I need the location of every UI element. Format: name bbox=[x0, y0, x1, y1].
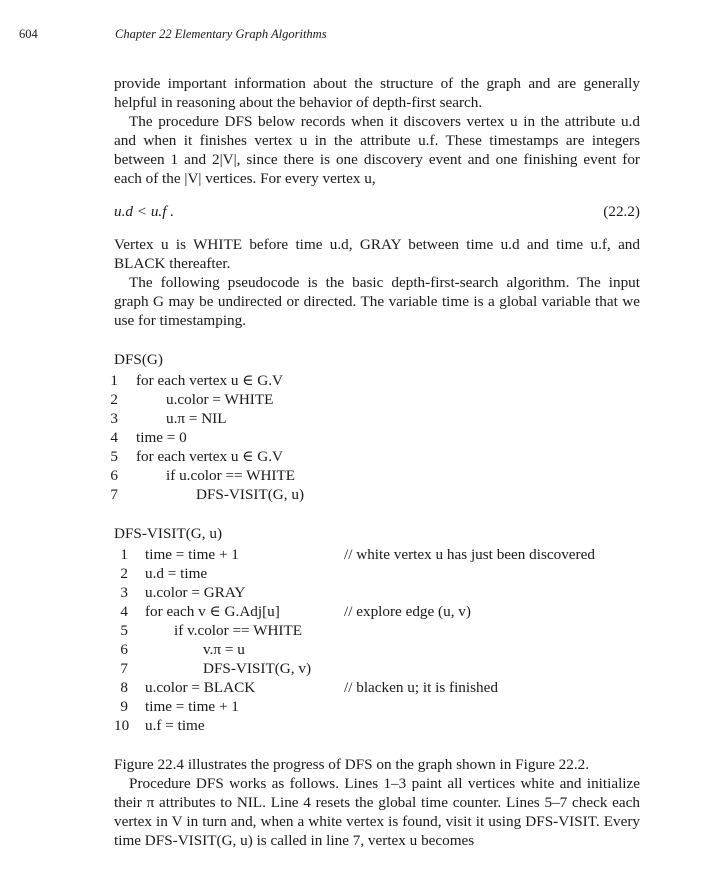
line-number: 7 bbox=[120, 660, 128, 677]
code-text: DFS-VISIT(G, u) bbox=[196, 486, 304, 503]
code-text: for each vertex u ∈ G.V bbox=[136, 372, 284, 389]
code-text: if u.color == WHITE bbox=[166, 467, 296, 484]
code-line bbox=[114, 697, 640, 716]
chapter-title: Chapter 22 Elementary Graph Algorithms bbox=[115, 27, 327, 41]
code-text: u.color = GRAY bbox=[145, 584, 246, 601]
line-number: 6 bbox=[110, 467, 118, 484]
code-text: time = 0 bbox=[136, 429, 187, 446]
dfs-visit-lines bbox=[114, 545, 640, 735]
dfs-visit-title: DFS-VISIT(G, u) bbox=[114, 525, 222, 542]
line-number: 2 bbox=[110, 391, 118, 408]
line-number: 3 bbox=[110, 410, 118, 427]
line-number: 1 bbox=[110, 372, 118, 389]
code-line bbox=[110, 390, 640, 409]
line-number: 7 bbox=[110, 486, 118, 503]
line-number: 4 bbox=[120, 603, 128, 620]
code-text: u.d = time bbox=[145, 565, 208, 582]
line-number: 5 bbox=[120, 622, 128, 639]
line-number: 8 bbox=[120, 679, 128, 696]
line-number: 2 bbox=[120, 565, 128, 582]
paragraph-6: Procedure DFS works as follows. Lines 1–3 paint all vertices white and initialize their π attributes to NIL. Line 4 resets the global time counter. Lines 5–7 check each vertex in V in turn and, when a white vertex is found, visit it using DFS-VISIT. Every time DFS-VISIT(G, u) is called in line 7, vertex u becomes bbox=[114, 775, 640, 849]
paragraph-5: Figure 22.4 illustrates the progress of DFS on the graph shown in Figure 22.2. bbox=[114, 756, 589, 773]
code-text: u.color = BLACK bbox=[145, 679, 256, 696]
code-line bbox=[114, 716, 640, 735]
code-text: time = time + 1 bbox=[145, 546, 239, 563]
code-line bbox=[110, 466, 640, 485]
code-line bbox=[114, 583, 640, 602]
code-line bbox=[110, 428, 640, 447]
line-number: 4 bbox=[110, 429, 118, 446]
code-line bbox=[114, 621, 640, 640]
code-text: DFS-VISIT(G, v) bbox=[203, 660, 311, 677]
paragraph-4: The following pseudocode is the basic depth-first-search algorithm. The input graph G may be undirected or directed. The variable time is a global variable that we use for timestamping. bbox=[114, 274, 640, 329]
line-number: 10 bbox=[114, 717, 130, 734]
running-head bbox=[0, 27, 724, 43]
code-line bbox=[110, 409, 640, 428]
equation-expression: u.d < u.f . bbox=[114, 203, 175, 220]
dfs-lines bbox=[110, 371, 640, 504]
line-number: 1 bbox=[120, 546, 128, 563]
line-number: 3 bbox=[120, 584, 128, 601]
code-line bbox=[114, 659, 640, 678]
code-text: for each vertex u ∈ G.V bbox=[136, 448, 284, 465]
dfs-title: DFS(G) bbox=[114, 351, 163, 368]
equation-number: (22.2) bbox=[603, 203, 640, 220]
code-line bbox=[110, 371, 640, 390]
code-text: u.f = time bbox=[145, 717, 205, 734]
line-number: 6 bbox=[120, 641, 128, 658]
paragraph-1: provide important information about the structure of the graph and are generally helpful in reasoning about the behavior of depth-first search. bbox=[114, 75, 640, 111]
code-line bbox=[110, 485, 640, 504]
page-number: 604 bbox=[19, 27, 38, 41]
code-comment: // explore edge (u, v) bbox=[344, 603, 471, 620]
code-text: u.color = WHITE bbox=[166, 391, 274, 408]
code-text: if v.color == WHITE bbox=[174, 622, 303, 639]
code-line bbox=[110, 447, 640, 466]
code-text: v.π = u bbox=[203, 641, 245, 658]
dfs-visit-procedure bbox=[114, 524, 640, 735]
code-line bbox=[114, 678, 640, 697]
line-number: 9 bbox=[120, 698, 128, 715]
code-line bbox=[114, 564, 640, 583]
code-line bbox=[114, 545, 640, 564]
equation-22-2 bbox=[114, 202, 640, 221]
line-number: 5 bbox=[110, 448, 118, 465]
paragraph-3: Vertex u is WHITE before time u.d, GRAY between time u.d and time u.f, and BLACK thereafter. bbox=[114, 236, 640, 272]
page-body bbox=[110, 74, 640, 850]
dfs-procedure bbox=[110, 350, 640, 504]
code-text: u.π = NIL bbox=[166, 410, 227, 427]
code-comment: // blacken u; it is finished bbox=[344, 679, 498, 696]
code-line bbox=[114, 640, 640, 659]
code-text: for each v ∈ G.Adj[u] bbox=[145, 603, 280, 620]
code-comment: // white vertex u has just been discovered bbox=[344, 546, 595, 563]
paragraph-2: The procedure DFS below records when it discovers vertex u in the attribute u.d and when it finishes vertex u in the attribute u.f. These timestamps are integers between 1 and 2|V|, since there is one discovery event and one finishing event for each of the |V| vertices. For every vertex u, bbox=[114, 113, 640, 187]
code-line bbox=[114, 602, 640, 621]
code-text: time = time + 1 bbox=[145, 698, 239, 715]
